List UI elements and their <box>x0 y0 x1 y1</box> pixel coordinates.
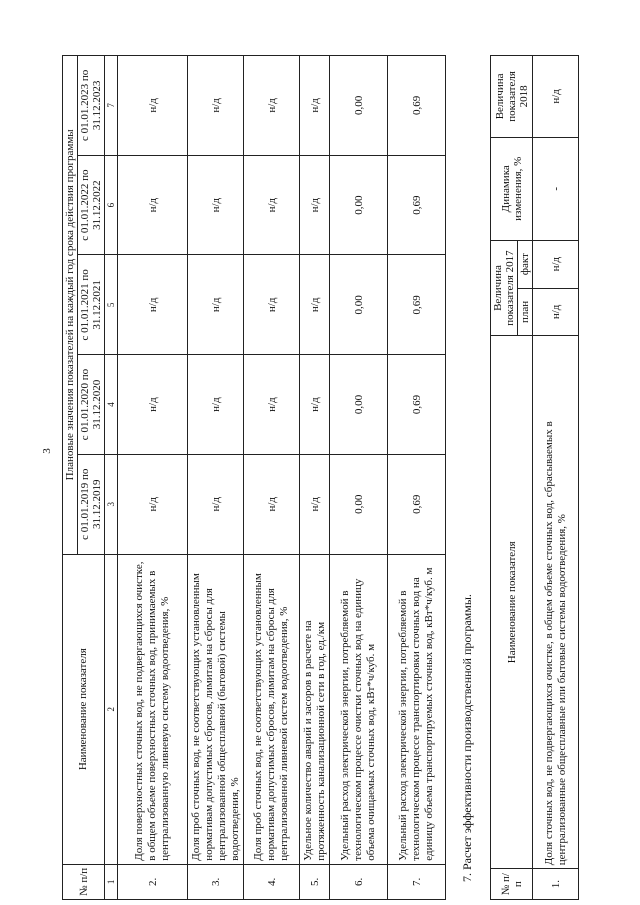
column-number: 6 <box>105 155 118 255</box>
indicator-value: 0,69 <box>388 155 446 255</box>
table-row <box>388 56 446 900</box>
indicator-value: н/д <box>244 355 300 455</box>
indicator-value: н/д <box>188 155 244 255</box>
fact-value: н/д <box>533 240 579 288</box>
indicator-value: н/д <box>188 255 244 355</box>
row-number: 2. <box>118 864 188 899</box>
indicator-value: 0,69 <box>388 56 446 156</box>
header-year: с 01.01.2020 по 31.12.2020 <box>78 355 105 455</box>
header-dynamics: Динамика изменения, % <box>491 137 533 240</box>
indicator-value: н/д <box>300 56 330 156</box>
header-fact: факт <box>518 240 533 288</box>
indicator-name: Удельное количество аварий и засоров в расчете на протяженность канализационной сети в год, ед./км <box>300 554 330 864</box>
column-number: 3 <box>105 454 118 554</box>
table-row <box>244 56 300 900</box>
indicator-value: н/д <box>118 355 188 455</box>
header-value-2017: Величина показателя 2017 <box>491 240 518 336</box>
header-name: Наименование показателя <box>63 554 105 864</box>
indicator-value: н/д <box>118 255 188 355</box>
table-row <box>533 56 579 900</box>
indicator-value: н/д <box>188 56 244 156</box>
indicator-value: 0,69 <box>388 355 446 455</box>
indicator-name: Удельный расход электрической энергии, потребляемой в технологическом процессе транспортировки сточных вод на единицу объема транспортируемых сточных вод, кВт*ч/куб. м <box>388 554 446 864</box>
indicator-value: н/д <box>300 355 330 455</box>
indicator-value: н/д <box>300 454 330 554</box>
planned-indicators-table <box>62 55 446 900</box>
indicator-value: н/д <box>244 454 300 554</box>
column-number: 7 <box>105 56 118 156</box>
column-number: 5 <box>105 255 118 355</box>
row-number: 1. <box>533 869 579 900</box>
indicator-value: н/д <box>300 155 330 255</box>
header-num: № п/п <box>63 864 105 899</box>
header-name: Наименование показателя <box>491 336 533 869</box>
indicator-name: Доля сточных вод, не подвергающихся очистке, в общем объеме сточных вод, сбрасываемых в централизованные общесплавные или бытовые системы водоотведения, % <box>533 336 579 869</box>
indicator-value: 0,00 <box>330 155 388 255</box>
indicator-value: 0,00 <box>330 454 388 554</box>
indicator-value: н/д <box>244 155 300 255</box>
indicator-value: 0,00 <box>330 355 388 455</box>
column-number: 4 <box>105 355 118 455</box>
header-year: с 01.01.2019 по 31.12.2019 <box>78 454 105 554</box>
indicator-value: н/д <box>118 454 188 554</box>
indicator-value: н/д <box>300 255 330 355</box>
row-number: 3. <box>188 864 244 899</box>
table-row <box>118 56 188 900</box>
document-sheet <box>62 55 622 900</box>
row-number: 6. <box>330 864 388 899</box>
header-planned: Плановые значения показателей на каждый год срока действия программы <box>63 56 78 555</box>
table-row <box>300 56 330 900</box>
plan-value: н/д <box>533 288 579 336</box>
header-num: № п/п <box>491 869 533 900</box>
header-year: с 01.01.2021 по 31.12.2021 <box>78 255 105 355</box>
indicator-name: Доля проб сточных вод, не соответствующих установленным нормативам допустимых сбросов, лимитам на сбросы для централизованной общесплавной (бытовой) системы водоотведения, % <box>188 554 244 864</box>
indicator-name: Доля проб сточных вод, не соответствующих установленным нормативам допустимых сбросов, лимитам на сбросы для централизованной ливневой систем водоотведения, % <box>244 554 300 864</box>
indicator-value: 0,00 <box>330 255 388 355</box>
header-year: с 01.01.2023 по 31.12.2023 <box>78 56 105 156</box>
indicator-value: 0,69 <box>388 454 446 554</box>
indicator-value: н/д <box>188 355 244 455</box>
table-row <box>330 56 388 900</box>
value-2018: н/д <box>533 56 579 138</box>
indicator-value: 0,69 <box>388 255 446 355</box>
efficiency-table <box>490 55 579 900</box>
indicator-value: н/д <box>118 155 188 255</box>
section-title: 7. Расчет эффективности производственной программы. <box>460 594 474 882</box>
column-number: 2 <box>105 554 118 864</box>
header-plan: план <box>518 288 533 336</box>
indicator-name: Доля поверхностных сточных вод, не подвергающихся очистке, в общем объеме поверхностных сточных вод, принимаемых в централизованную ливневую систему водоотведения, % <box>118 554 188 864</box>
header-year: с 01.01.2022 по 31.12.2022 <box>78 155 105 255</box>
indicator-value: н/д <box>188 454 244 554</box>
row-number: 5. <box>300 864 330 899</box>
indicator-name: Удельный расход электрической энергии, потребляемой в технологическом процессе очистки сточных вод на единицу объема очищаемых сточных вод, кВт*ч/куб. м <box>330 554 388 864</box>
header-value-2018: Величина показателя 2018 <box>491 56 533 138</box>
indicator-value: н/д <box>118 56 188 156</box>
dynamics-value: - <box>533 137 579 240</box>
row-number: 7. <box>388 864 446 899</box>
indicator-value: н/д <box>244 56 300 156</box>
table-row <box>188 56 244 900</box>
row-number: 4. <box>244 864 300 899</box>
page-number: 3 <box>41 448 53 454</box>
column-number: 1 <box>105 864 118 899</box>
indicator-value: 0,00 <box>330 56 388 156</box>
indicator-value: н/д <box>244 255 300 355</box>
